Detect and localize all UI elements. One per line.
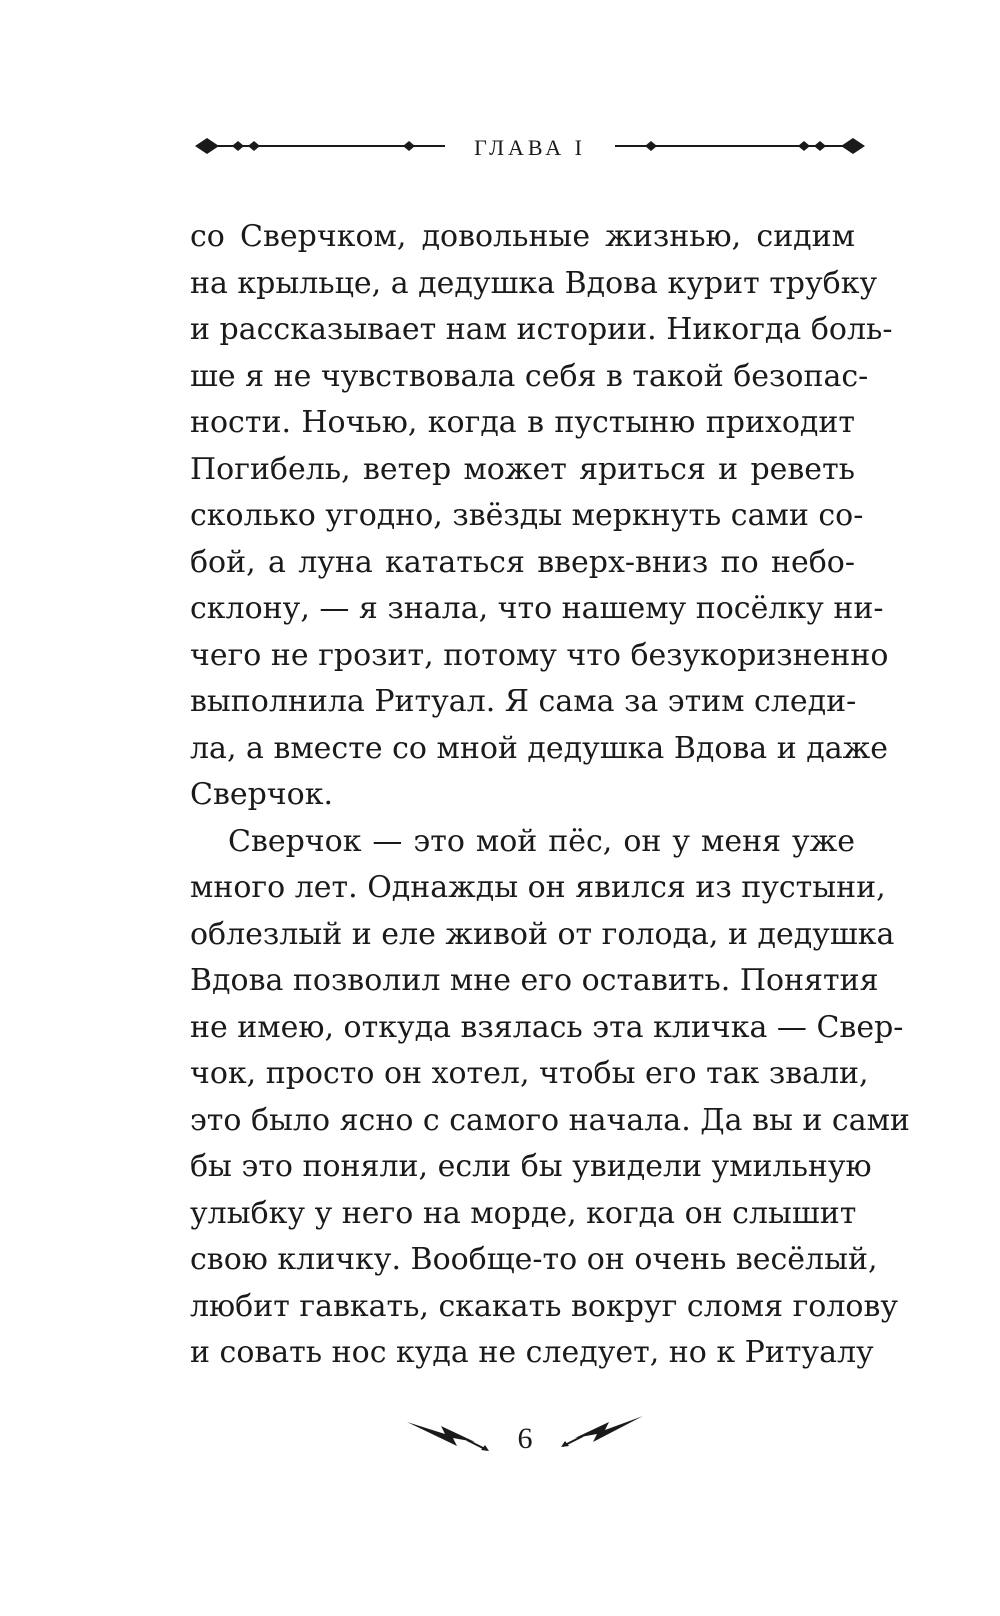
text-line: и рассказывает нам истории. Никогда боль-: [190, 312, 893, 347]
right-lightning-icon: [555, 1412, 645, 1462]
body-text: [190, 214, 910, 1377]
text-line: на крыльце, а дедушка Вдова курит трубку: [190, 265, 878, 301]
text-line: чок, просто он хотел, чтобы его так звали,: [190, 1056, 869, 1091]
text-line: чего не грозит, потому что безукоризненно: [190, 637, 889, 673]
left-lightning-icon: [405, 1412, 495, 1462]
page-footer: [405, 1412, 645, 1468]
text-line: улыбку у него на морде, когда он слышит: [190, 1195, 857, 1231]
text-line: склону, — я знала, что нашему посёлку ни-: [190, 591, 884, 626]
left-ornament-icon: [195, 128, 445, 168]
text-line: облезлый и еле живой от голода, и дедушка: [190, 916, 895, 952]
chapter-title: ГЛАВА I: [474, 135, 586, 160]
text-line: Сверчок — это мой пёс, он у меня уже: [228, 823, 855, 859]
text-line: ше я не чувствовала себя в такой безопас-: [190, 358, 869, 394]
text-line: и совать нос куда не следует, но к Ритуалу: [190, 1335, 874, 1370]
text-line: бы это поняли, если бы увидели умильную: [190, 1149, 872, 1184]
text-line: Погибель, ветер может яриться и реветь: [190, 451, 855, 487]
text-line: свою кличку. Вообще-то он очень весёлый,: [190, 1242, 878, 1277]
text-line: это было ясно с самого начала. Да вы и сами: [190, 1102, 910, 1138]
right-ornament-icon: [615, 128, 865, 168]
text-line: сколько угодно, звёзды меркнуть сами со-: [190, 498, 864, 533]
text-line: ности. Ночью, когда в пустыню приходит: [190, 405, 855, 440]
text-line: не имею, откуда взялась эта кличка — Свер-: [190, 1009, 904, 1045]
page-number: 6: [517, 1422, 533, 1455]
chapter-header: [195, 128, 865, 168]
text-line: любит гавкать, скакать вокруг сломя голову: [190, 1288, 899, 1324]
text-line: со Сверчком, довольные жизнью, сидим: [190, 219, 855, 254]
text-line: Вдова позволил мне его оставить. Понятия: [190, 963, 879, 998]
text-line: выполнила Ритуал. Я сама за этим следи-: [190, 684, 857, 719]
text-line: много лет. Однажды он явился из пустыни,: [190, 870, 886, 905]
text-line: ла, а вместе со мной дедушка Вдова и даже: [190, 730, 888, 766]
text-line: бой, а луна кататься вверх-вниз по небо-: [190, 544, 855, 580]
text-line: Сверчок.: [190, 777, 333, 812]
